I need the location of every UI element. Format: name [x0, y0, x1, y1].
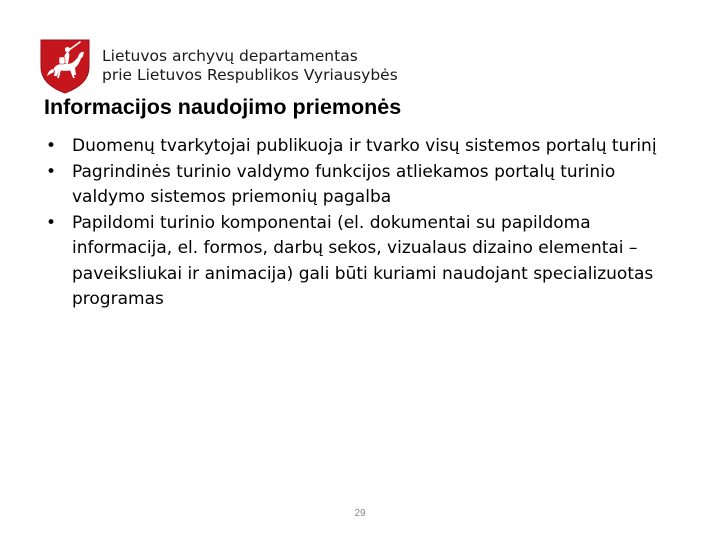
slide-title: Informacijos naudojimo priemonės: [44, 95, 402, 119]
bullet-item: [46, 211, 686, 313]
bullet-icon: •: [46, 212, 57, 233]
header: [38, 36, 398, 96]
bullet-item: [46, 134, 686, 160]
page-number: 29: [354, 508, 366, 519]
bullet-list: [46, 134, 686, 313]
bullet-icon: •: [46, 136, 57, 156]
organization-name: [102, 47, 398, 85]
organization-name-line-1: Lietuvos archyvų departamentas: [102, 47, 358, 65]
bullet-text: Duomenų tvarkytojai publikuoja ir tvarko visų sistemos portalų turinį: [72, 136, 657, 156]
bullet-item: [46, 160, 686, 211]
organization-name-line-2: prie Lietuvos Respublikos Vyriausybės: [102, 66, 398, 84]
bullet-text: Papildomi turinio komponentai (el. dokumentai su papildoma informacija, el. formos, darbų sekos, vizualaus dizaino elementai – paveiksliukai ir animacija) gali būti kuriami naudojant specializuotas programas: [72, 212, 654, 309]
bullet-text: Pagrindinės turinio valdymo funkcijos atliekamos portalų turinio valdymo sistemos priemonių pagalba: [72, 161, 616, 207]
coat-of-arms-icon: [38, 37, 92, 95]
bullet-icon: •: [46, 161, 57, 182]
